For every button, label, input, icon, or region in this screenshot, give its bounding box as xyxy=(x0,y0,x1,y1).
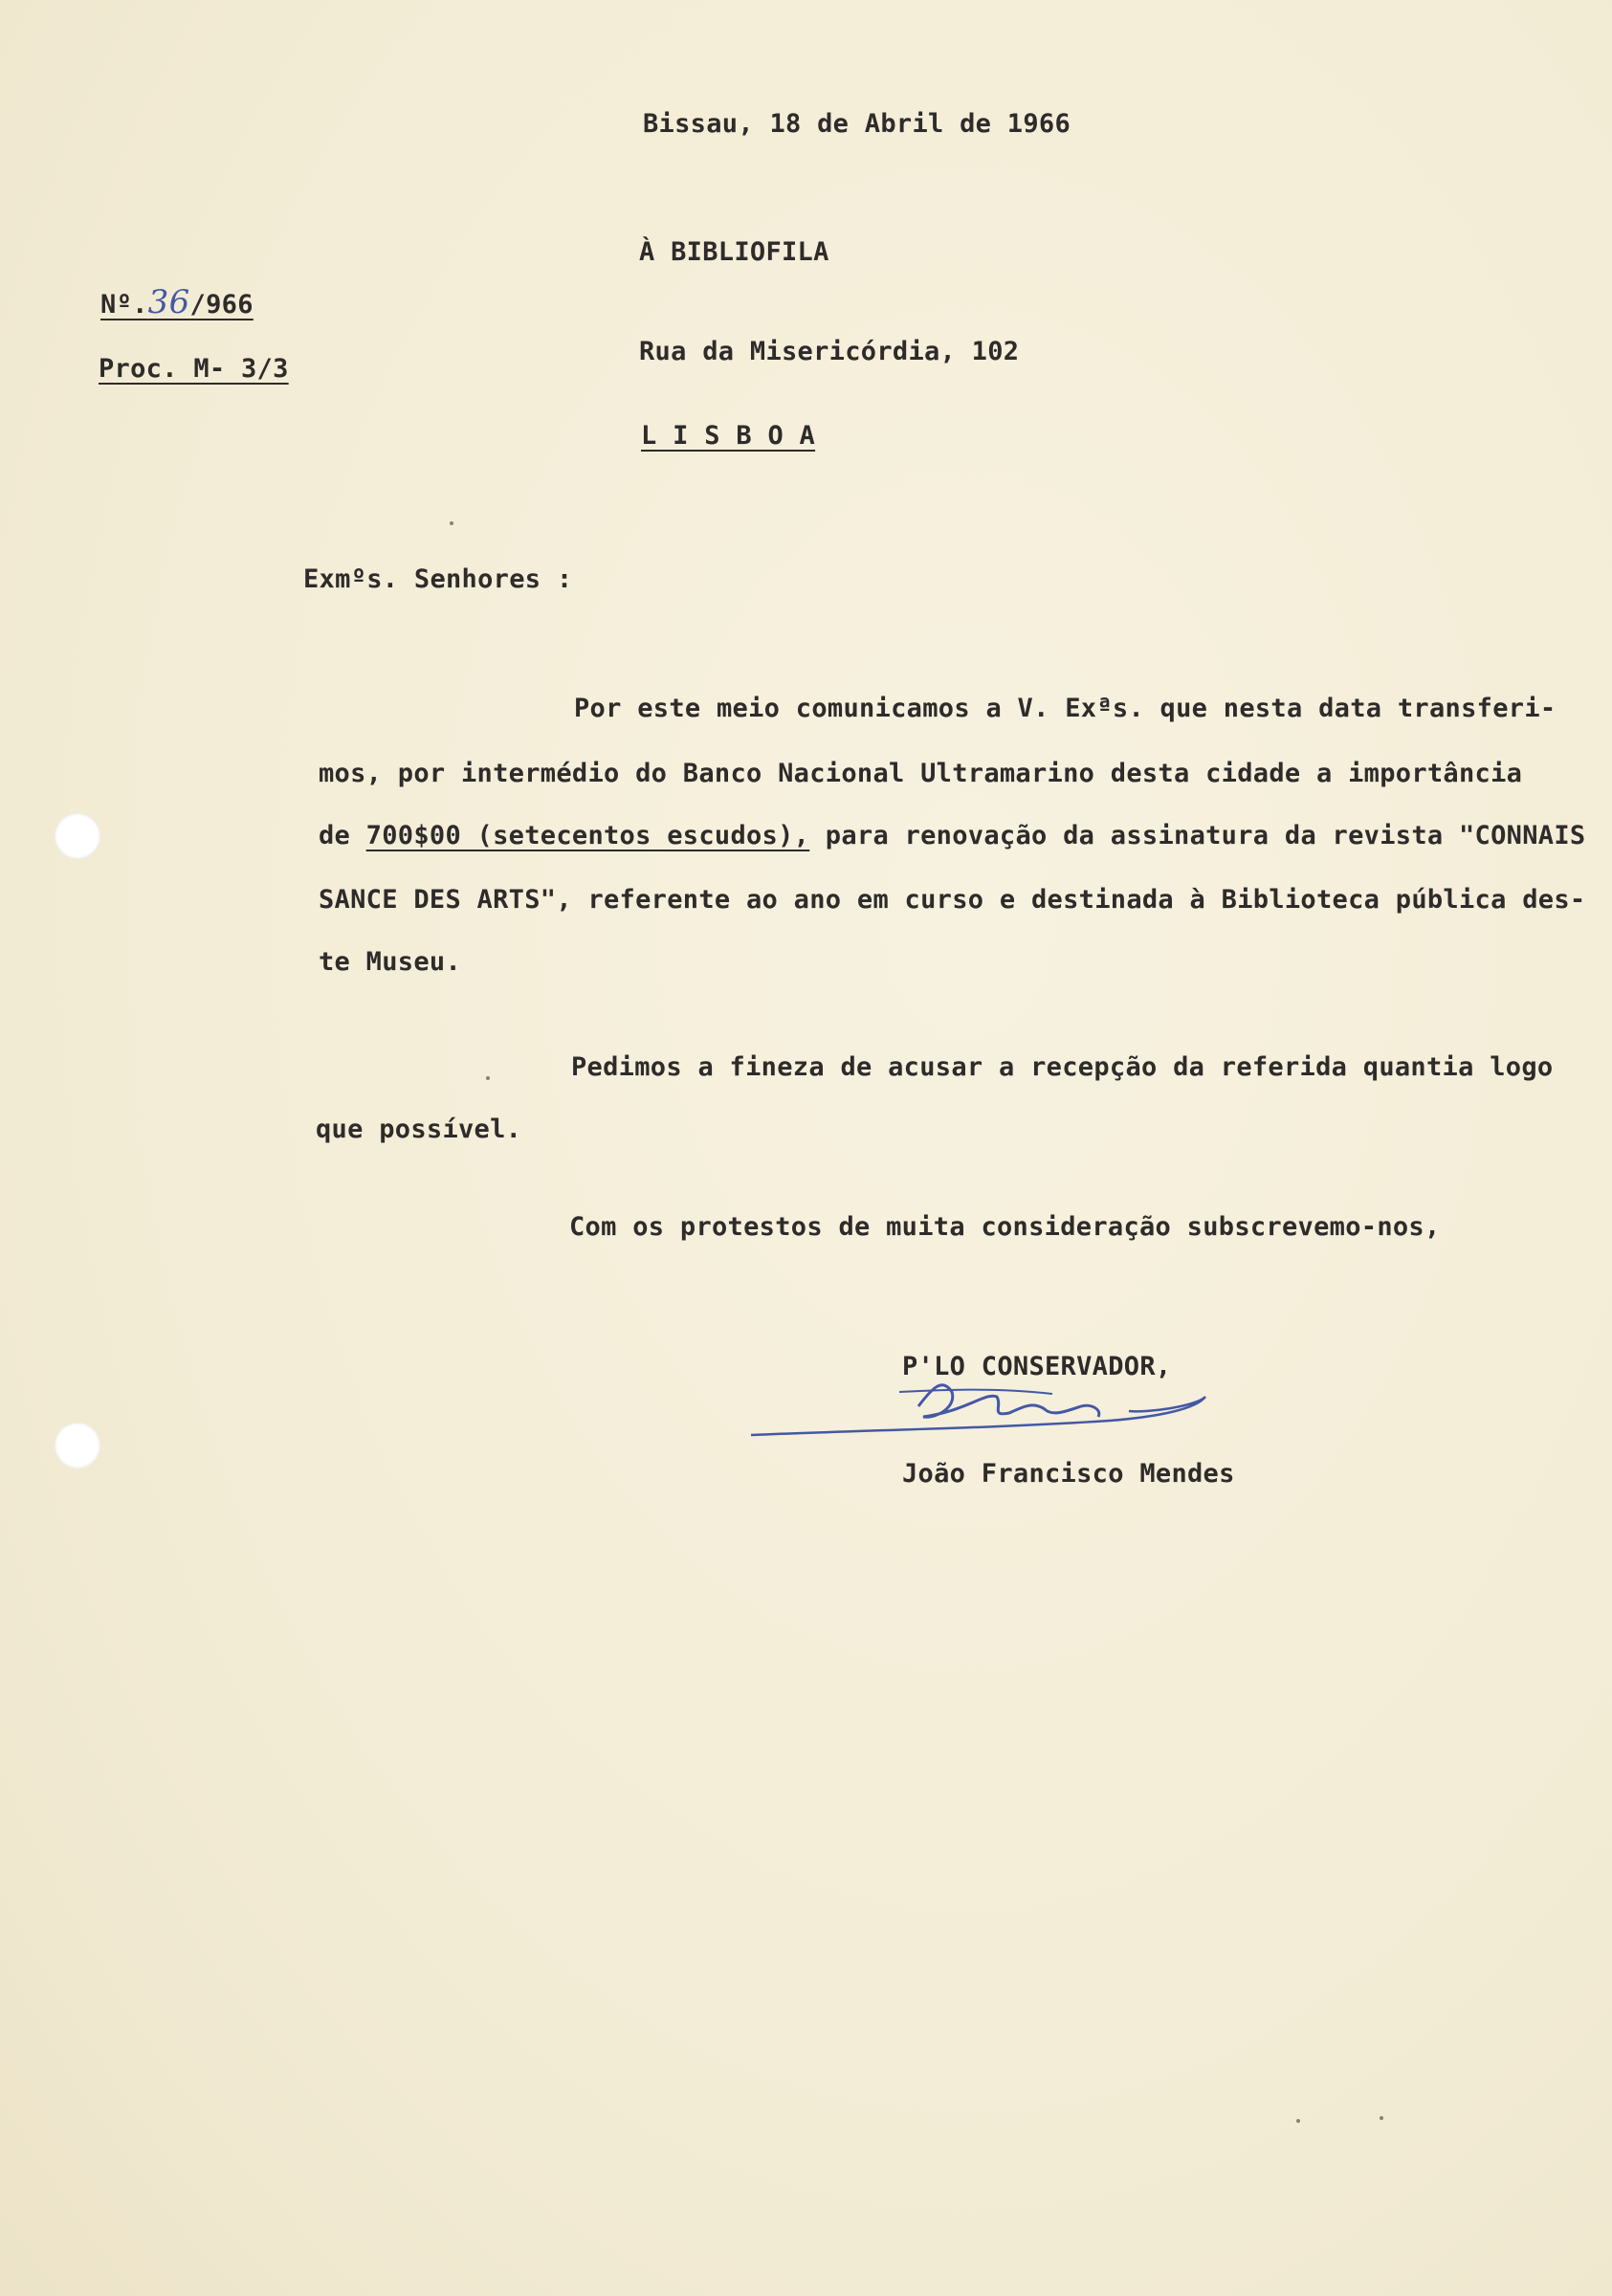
salutation: Exmºs. Senhores : xyxy=(303,564,573,594)
transfer-amount: 700$00 (setecentos escudos), xyxy=(365,821,810,850)
reference-number-suffix: /966 xyxy=(189,290,254,320)
reference-number-handwritten: 36 xyxy=(147,283,190,321)
body-p1-line3-end: para renovação da assinatura da revista "CONNAIS xyxy=(809,821,1586,850)
recipient-city: L I S B O A xyxy=(641,421,816,451)
signature-name: João Francisco Mendes xyxy=(902,1459,1235,1489)
punch-hole-bottom xyxy=(55,1423,100,1468)
body-p1-line4: SANCE DES ARTS", referente ao ano em curso e destinada à Biblioteca pública des- xyxy=(319,885,1586,915)
recipient-name: À BIBLIOFILA xyxy=(639,237,829,267)
body-p1-line2: mos, por intermédio do Banco Nacional Ultramarino desta cidade a importância xyxy=(319,759,1523,788)
body-p2-line1: Pedimos a fineza de acusar a recepção da referida quantia logo xyxy=(571,1052,1554,1082)
recipient-address: Rua da Misericórdia, 102 xyxy=(639,337,1020,366)
paper-speck xyxy=(450,521,453,525)
handwritten-signature xyxy=(746,1354,1263,1449)
punch-hole-top xyxy=(55,813,100,859)
closing-line: Com os protestos de muita consideração subscrevemo-nos, xyxy=(569,1212,1441,1242)
signature-role: P'LO CONSERVADOR, xyxy=(902,1352,1172,1381)
body-p2-line2: que possível. xyxy=(316,1115,522,1144)
paper-speck xyxy=(1380,2116,1383,2120)
process-reference: Proc. M- 3/3 xyxy=(99,354,289,384)
body-p1-line1: Por este meio comunicamos a V. Exªs. que nesta data transferi- xyxy=(574,694,1557,723)
reference-number xyxy=(100,283,254,321)
date-line: Bissau, 18 de Abril de 1966 xyxy=(643,109,1071,139)
body-p1-line5: te Museu. xyxy=(319,947,461,977)
paper-speck xyxy=(1296,2119,1300,2123)
body-p1-line3-start: de xyxy=(319,821,366,850)
paper-speck xyxy=(486,1076,490,1080)
reference-number-prefix: Nº. xyxy=(100,290,148,320)
body-p1-line3 xyxy=(319,821,1585,850)
